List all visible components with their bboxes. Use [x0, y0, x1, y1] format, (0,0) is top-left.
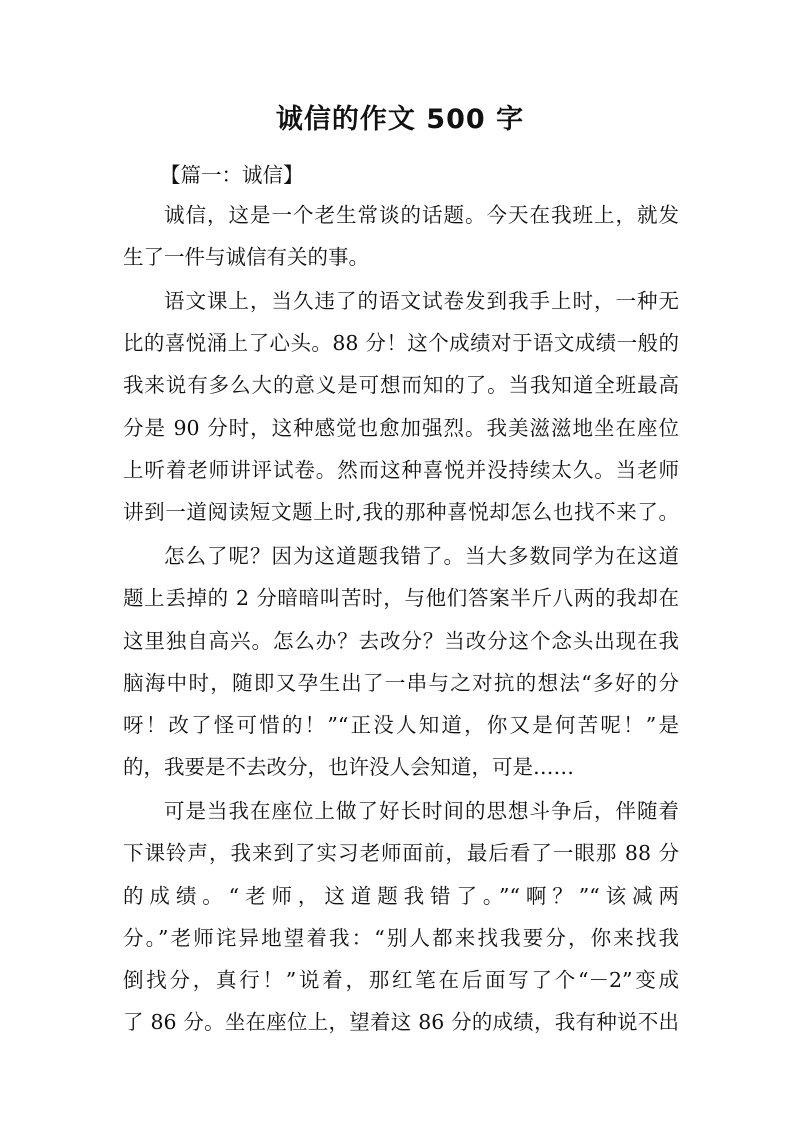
- paragraph-line: 下课铃声，我来到了实习老师面前，最后看了一眼那 88 分: [123, 841, 679, 865]
- paragraph-line: 倒找分，真行！”说着，那红笔在后面写了个“－2”变成: [123, 968, 679, 992]
- paragraph-line: 的，我要是不去改分，也许没人会知道，可是……: [123, 755, 574, 779]
- paragraph-line: 怎么了呢？因为这道题我错了。当大多数同学为在这道: [164, 544, 679, 568]
- paragraph-line: 脑海中时，随即又孕生出了一串与之对抗的想法“多好的分: [123, 671, 679, 695]
- paragraph-line: 了 86 分。坐在座位上，望着这 86 分的成绩，我有种说不出: [123, 1010, 679, 1034]
- paragraph-line: 分。”老师诧异地望着我：“别人都来找我要分，你来找我: [123, 926, 679, 950]
- paragraph-line: 语文课上，当久违了的语文试卷发到我手上时，一种无: [164, 289, 679, 313]
- paragraph-line: 呀！改了怪可惜的！”“正没人知道，你又是何苦呢！”是: [123, 713, 679, 737]
- paragraph-line: 题上丢掉的 2 分暗暗叫苦时，与他们答案半斤八两的我却在: [123, 586, 679, 610]
- paragraph-line: 这里独自高兴。怎么办？去改分？当改分这个念头出现在我: [123, 629, 679, 653]
- paragraph-line: 的成绩。“老师，这道题我错了。”“啊？”“该减两: [123, 884, 679, 908]
- paragraph-line: 我来说有多么大的意义是可想而知的了。当我知道全班最高: [123, 373, 679, 397]
- paragraph-line: 可是当我在座位上做了好长时间的思想斗争后，伴随着: [164, 799, 679, 823]
- paragraph-line: 比的喜悦涌上了心头。88 分！这个成绩对于语文成绩一般的: [123, 331, 679, 355]
- paragraph-line: 诚信，这是一个老生常谈的话题。今天在我班上，就发: [164, 203, 679, 227]
- paragraph-line: 上听着老师讲评试卷。然而这种喜悦并没持续太久。当老师: [123, 458, 679, 482]
- paragraph-line: 讲到一道阅读短文题上时,我的那种喜悦却怎么也找不来了。: [123, 500, 679, 524]
- document-title: 诚信的作文 500 字: [275, 104, 525, 135]
- paragraph-line: 分是 90 分时，这种感觉也愈加强烈。我美滋滋地坐在座位: [123, 416, 679, 440]
- section-heading: 【篇一：诚信】: [160, 163, 304, 187]
- paragraph-line: 生了一件与诚信有关的事。: [123, 245, 369, 269]
